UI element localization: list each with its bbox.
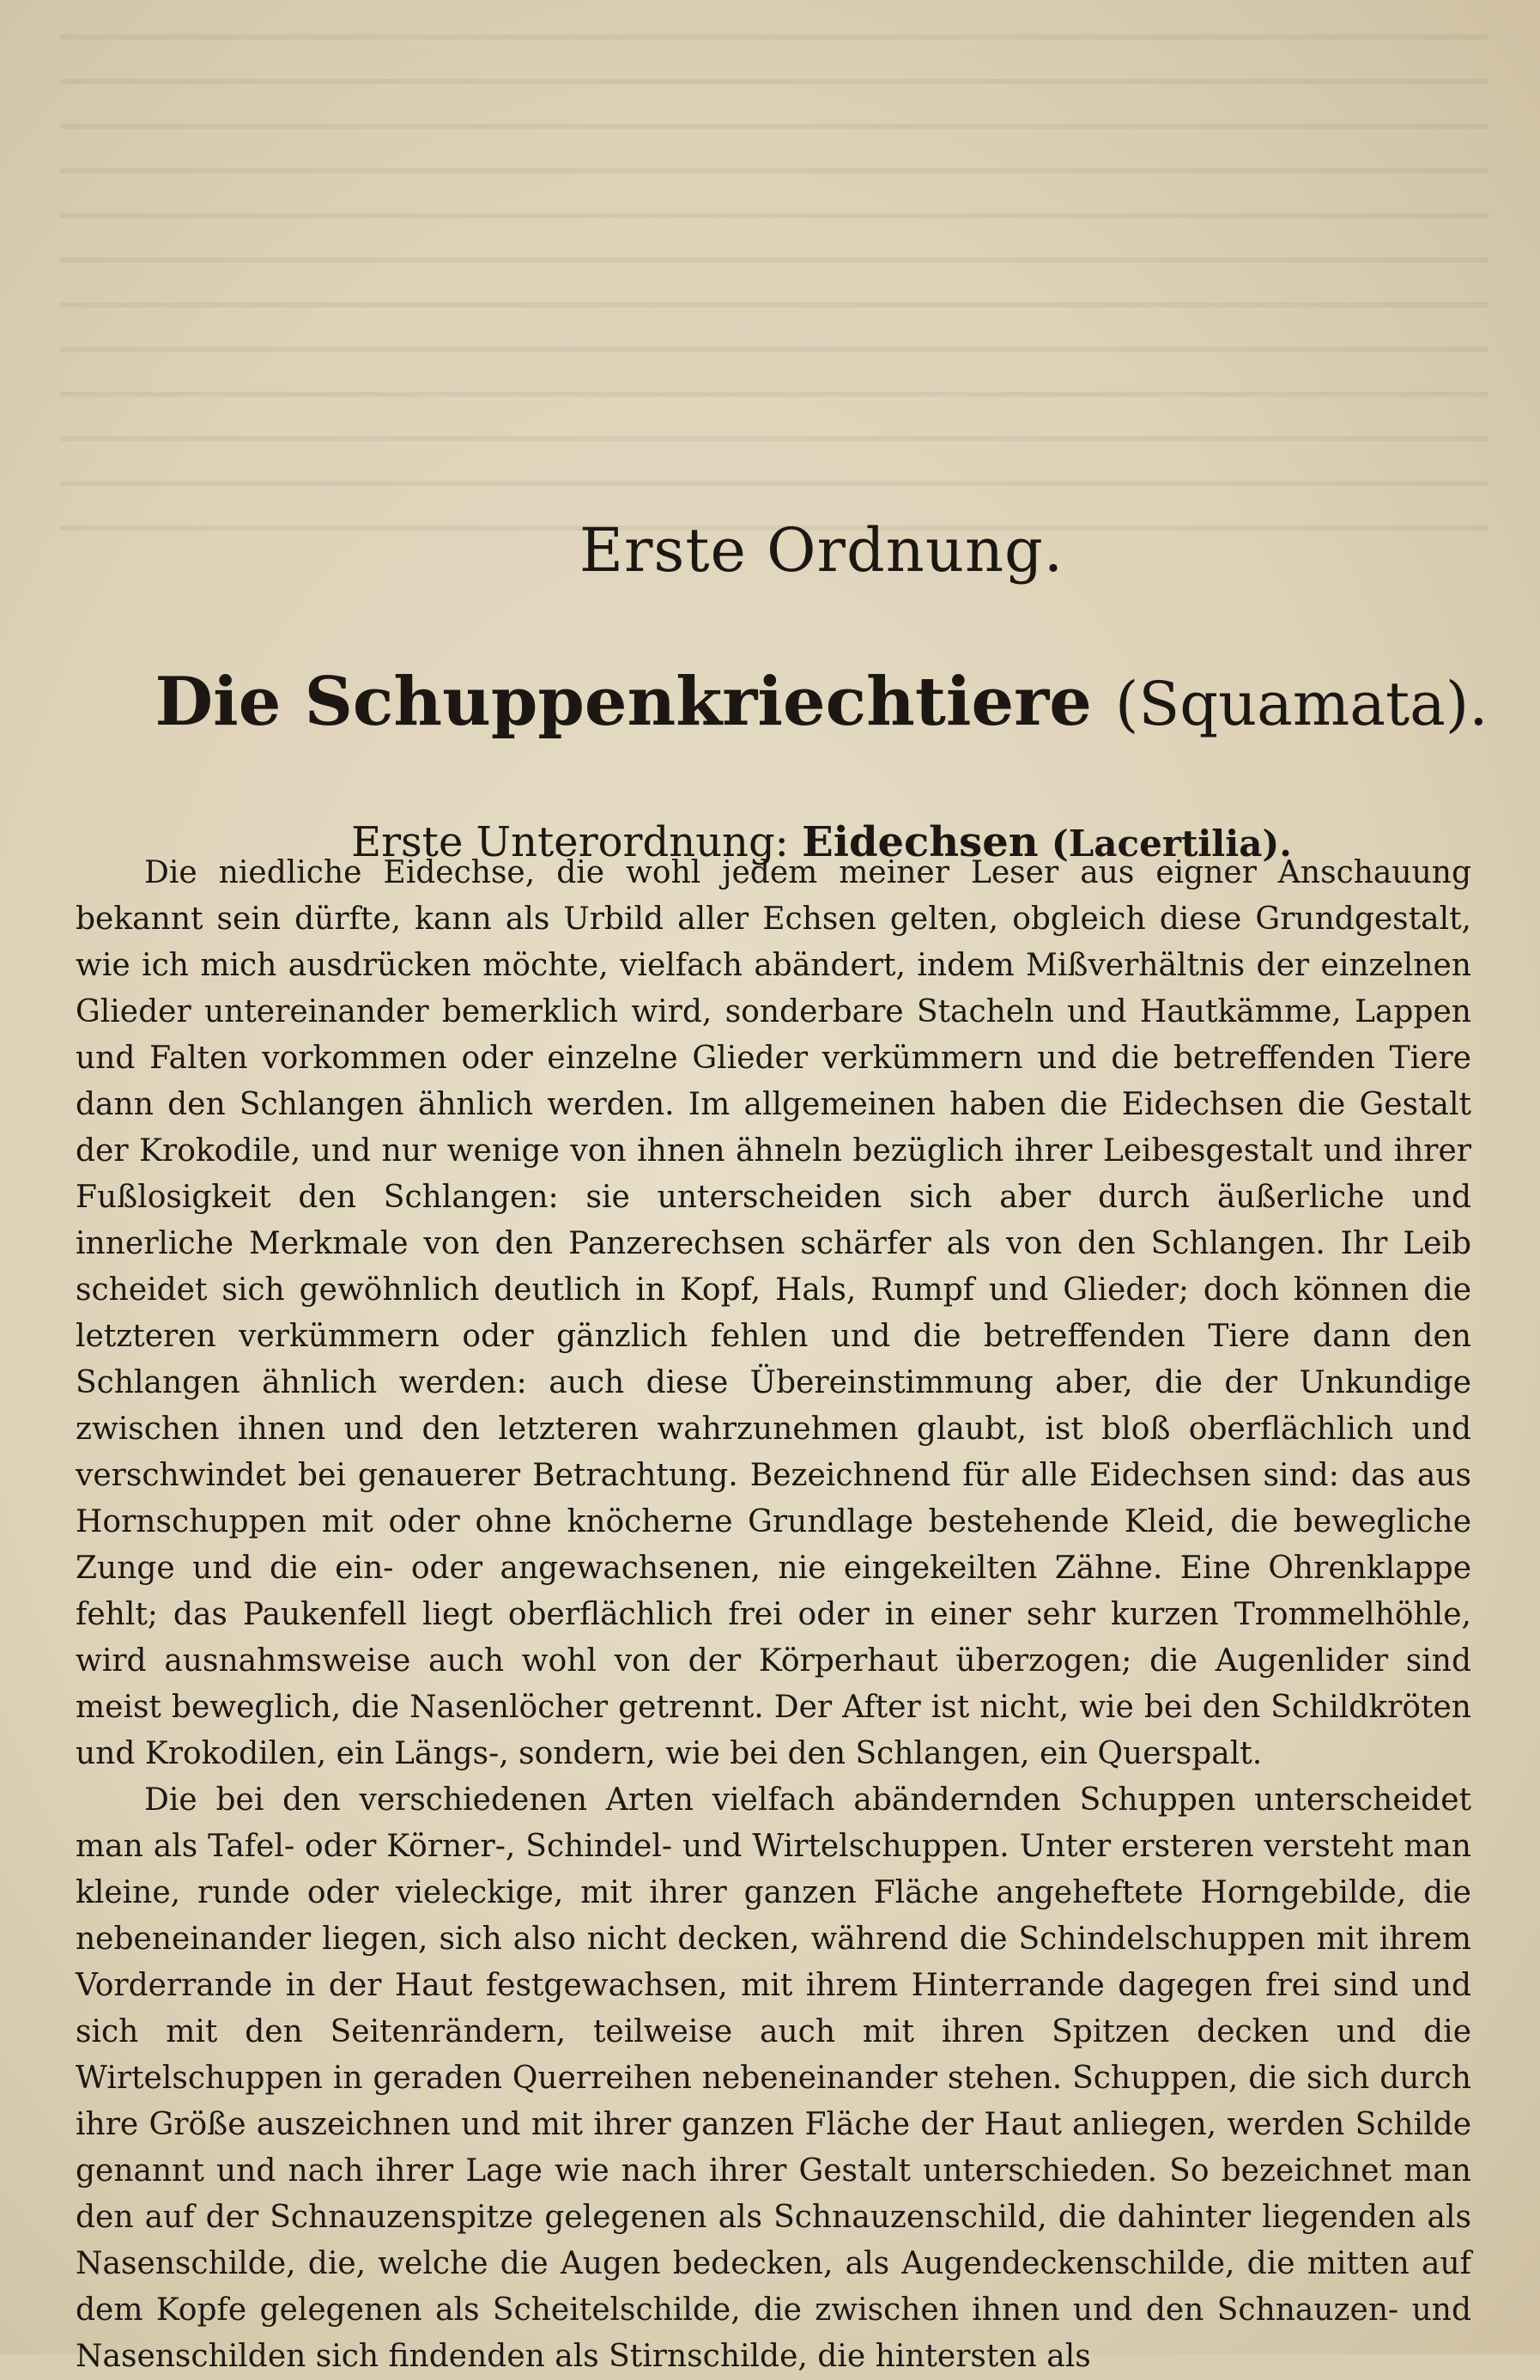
chapter-title-german: Die Schuppenkriechtiere <box>155 663 1092 741</box>
suborder-latin: (Lacertilia). <box>1051 823 1292 865</box>
body-text <box>76 850 1471 2380</box>
chapter-title <box>0 663 1540 741</box>
suborder-name: Eidechsen <box>802 818 1039 866</box>
suborder-prefix: Erste Unterordnung: <box>351 818 789 866</box>
show-through-text <box>60 34 1488 567</box>
chapter-title-latin: (Squamata). <box>1115 669 1488 739</box>
paragraph: Die niedliche Eidechse, die wohl jedem meiner Leser aus eigner Anschauung bekannt sein dürfte, kann als Urbild aller Echsen gelten, obgleich diese Grundgestalt, wie ich mich ausdrücken möchte, vielfach abändert, indem Mißverhältnis der einzelnen Glieder untereinander bemerklich wird, sonderbare Stacheln und Hautkämme, Lappen und Falten vorkommen oder einzelne Glieder verkümmern und die betreffenden Tiere dann den Schlangen ähnlich werden. Im allgemeinen haben die Eidechsen die Gestalt der Krokodile, und nur wenige von ihnen ähneln bezüglich ihrer Leibesgestalt und ihrer Fußlosigkeit den Schlangen: sie unterscheiden sich aber durch äußerliche und innerliche Merkmale von den Panzerechsen schärfer als von den Schlangen. Ihr Leib scheidet sich gewöhnlich deutlich in Kopf, Hals, Rumpf und Glieder; doch können die letzteren verkümmern oder gänzlich fehlen und die betreffenden Tiere dann den Schlangen ähnlich werden: auch diese Übereinstimmung aber, die der Unkundige zwischen ihnen und den letzteren wahrzunehmen glaubt, ist bloß oberflächlich und verschwindet bei genauerer Betrachtung. Bezeichnend für alle Eidechsen sind: das aus Hornschuppen mit oder ohne knöcherne Grundlage bestehende Kleid, die bewegliche Zunge und die ein- oder angewachsenen, nie eingekeilten Zähne. Eine Ohrenklappe fehlt; das Paukenfell liegt oberflächlich frei oder in einer sehr kurzen Trommelhöhle, wird ausnahmsweise auch wohl von der Körperhaut überzogen; die Augenlider sind meist beweglich, die Nasenlöcher getrennt. Der After ist nicht, wie bei den Schildkröten und Krokodilen, ein Längs-, sondern, wie bei den Schlangen, ein Querspalt. <box>76 855 1471 1771</box>
order-heading: Erste Ordnung. <box>579 515 1064 586</box>
section-heading <box>0 515 1540 866</box>
paragraph: Die bei den verschiedenen Arten vielfach abändernden Schuppen unterscheidet man als Tafel- oder Körner-, Schindel- und Wirtelschuppen. Unter ersteren versteht man kleine, runde oder vieleckige, mit ihrer ganzen Fläche angeheftete Horngebilde, die nebeneinander liegen, sich also nicht decken, während die Schindelschuppen mit ihrem Vorderrande in der Haut festgewachsen, mit ihrem Hinterrande dagegen frei sind und sich mit den Seitenrändern, teilweise auch mit ihren Spitzen decken und die Wirtelschuppen in geraden Querreihen nebeneinander stehen. Schuppen, die sich durch ihre Größe auszeichnen und mit ihrer ganzen Fläche der Haut anliegen, werden Schilde genannt und nach ihrer Lage wie nach ihrer Gestalt unterschieden. So bezeichnet man den auf der Schnauzenspitze gelegenen als Schnauzenschild, die dahinter liegenden als Nasenschilde, die, welche die Augen bedecken, als Augendeckenschilde, die mitten auf dem Kopfe gelegenen als Scheitelschilde, die zwischen ihnen und den Schnauzen- und Nasenschilden sich findenden als Stirnschilde, die hintersten als <box>76 1782 1471 2374</box>
